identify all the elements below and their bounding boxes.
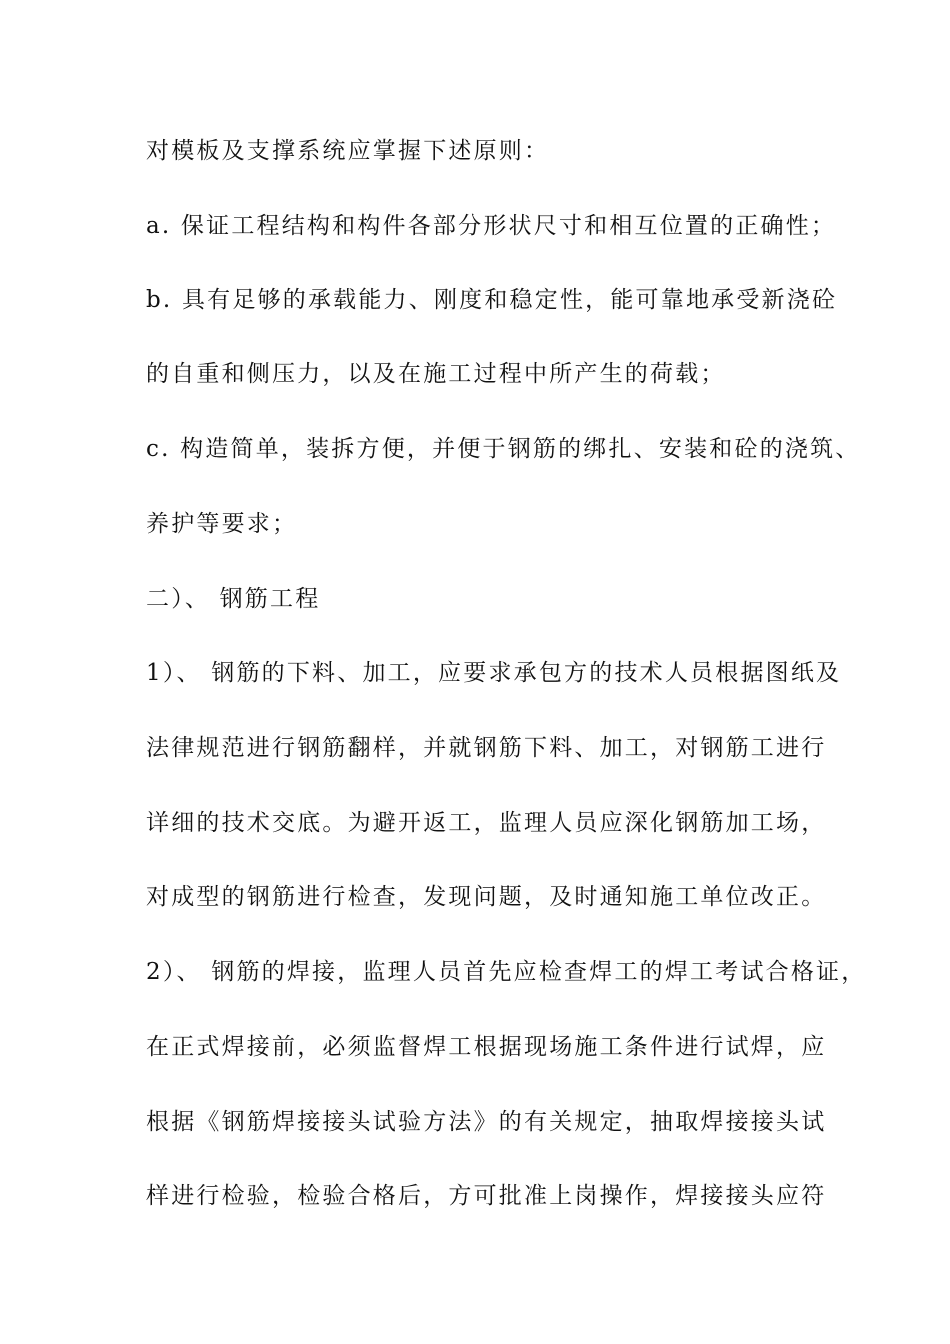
section-heading: 二）、 钢筋工程 bbox=[146, 586, 321, 612]
text-line: 根据《钢筋焊接接头试验方法》的有关规定，抽取焊接接头试 bbox=[146, 1109, 827, 1135]
text-line: b. 具有足够的承载能力、刚度和稳定性，能可靠地承受新浇砼 bbox=[146, 287, 838, 313]
text-line: 详细的技术交底。为避开返工，监理人员应深化钢筋加工场， bbox=[146, 810, 827, 836]
text-line: 样进行检验，检验合格后，方可批准上岗操作，焊接接头应符 bbox=[146, 1183, 827, 1209]
text-line: a. 保证工程结构和构件各部分形状尺寸和相互位置的正确性； bbox=[146, 213, 837, 239]
text-line: c. 构造简单，装拆方便，并便于钢筋的绑扎、安装和砼的浇筑、 bbox=[146, 436, 861, 462]
text-line: 在正式焊接前，必须监督焊工根据现场施工条件进行试焊，应 bbox=[146, 1034, 827, 1060]
text-line: 2）、 钢筋的焊接，监理人员首先应检查焊工的焊工考试合格证， bbox=[146, 959, 867, 985]
text-line: 对模板及支撑系统应掌握下述原则： bbox=[146, 138, 550, 164]
text-line: 的自重和侧压力，以及在施工过程中所产生的荷载； bbox=[146, 361, 726, 387]
text-line: 养护等要求； bbox=[146, 511, 298, 537]
text-line: 对成型的钢筋进行检查，发现问题，及时通知施工单位改正。 bbox=[146, 884, 827, 910]
text-line: 法律规范进行钢筋翻样，并就钢筋下料、加工，对钢筋工进行 bbox=[146, 735, 827, 761]
text-line: 1）、 钢筋的下料、加工，应要求承包方的技术人员根据图纸及 bbox=[146, 660, 842, 686]
